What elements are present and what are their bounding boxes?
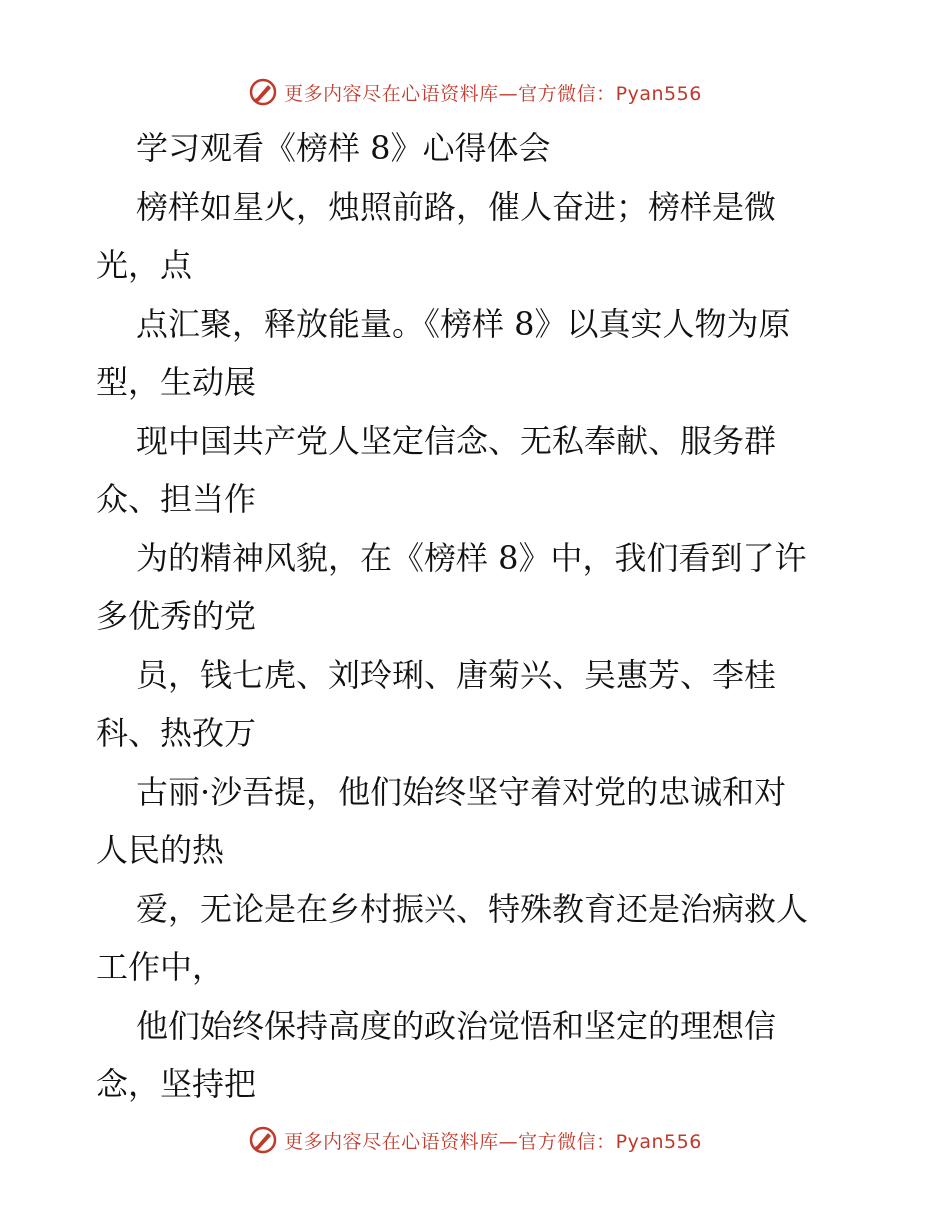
pen-seal-logo-icon <box>248 77 278 107</box>
text-line: 科、热孜万 <box>96 714 257 752</box>
text-line: 念，坚持把 <box>96 1065 257 1103</box>
footer-banner-text: 更多内容尽在心语资料库—官方微信：Pyan556 <box>284 1130 702 1153</box>
text-line: 现中国共产党人坚定信念、无私奉献、服务群 <box>136 421 777 460</box>
header-banner <box>0 72 950 112</box>
text-line: 多优秀的党 <box>96 597 257 635</box>
text-line: 型，生动展 <box>96 363 257 401</box>
text-line: 工作中， <box>96 948 225 986</box>
header-banner-text: 更多内容尽在心语资料库—官方微信：Pyan556 <box>284 82 702 105</box>
text-line: 点汇聚，释放能量。《榜样 8》以真实人物为原 <box>136 304 791 343</box>
text-line: 榜样如星火，烛照前路，催人奋进；榜样是微 <box>136 187 777 226</box>
text-line: 人民的热 <box>96 831 225 869</box>
document-title: 学习观看《榜样 8》心得体会 <box>136 129 551 167</box>
pen-seal-logo-icon <box>248 1125 278 1155</box>
text-line: 爱，无论是在乡村振兴、特殊教育还是治病救人 <box>136 889 809 928</box>
text-line: 为的精神风貌，在《榜样 8》中，我们看到了许 <box>136 538 807 577</box>
document-body <box>96 119 896 1114</box>
text-line: 古丽·沙吾提，他们始终坚守着对党的忠诚和对 <box>136 772 787 811</box>
text-line: 众、担当作 <box>96 480 257 518</box>
text-line: 光，点 <box>96 246 193 284</box>
text-line: 他们始终保持高度的政治觉悟和坚定的理想信 <box>136 1006 777 1045</box>
text-line: 员，钱七虎、刘玲琍、唐菊兴、吴惠芳、李桂 <box>136 655 777 694</box>
footer-banner <box>0 1120 950 1160</box>
